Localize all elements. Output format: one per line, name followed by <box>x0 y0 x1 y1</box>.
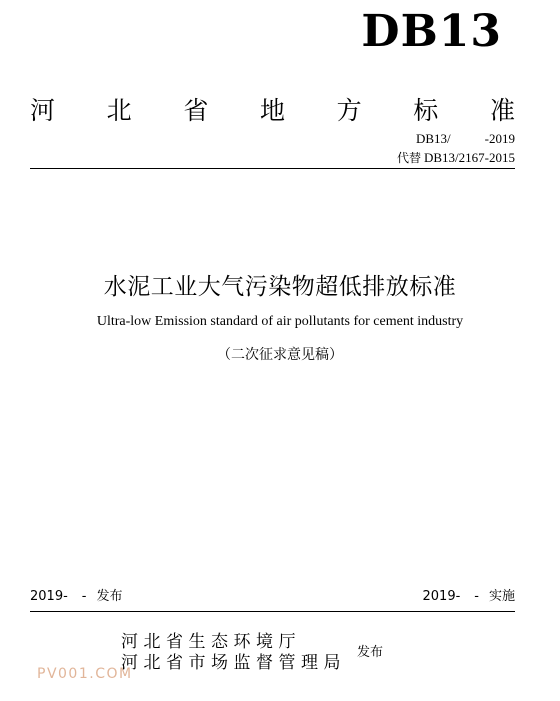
implement-year: 2019- <box>422 589 461 604</box>
title-char: 地 <box>259 96 285 125</box>
standard-number <box>416 132 515 145</box>
title-char: 准 <box>489 96 515 125</box>
issuer-verb: 发布 <box>357 645 384 660</box>
site-watermark: PV001.COM <box>37 666 133 682</box>
implement-date <box>423 590 516 603</box>
title-char: 省 <box>183 96 209 125</box>
province-standard-title <box>30 98 515 123</box>
standard-code-mark: DB13 <box>361 6 502 57</box>
footer-divider <box>30 611 515 612</box>
title-char: 河 <box>30 96 56 125</box>
document-title-cn: 水泥工业大气污染物超低排放标准 <box>103 274 457 300</box>
draft-note: （二次征求意见稿） <box>217 347 343 363</box>
document-title-en: Ultra-low Emission standard of air pollutants for cement industry <box>96 314 464 329</box>
publish-separator: - <box>81 589 87 604</box>
replaces-label: 代替 <box>396 151 421 165</box>
publish-date <box>30 590 123 603</box>
header-divider <box>30 168 515 169</box>
issuer-ecology-dept: 河北省生态环境厅 <box>121 632 301 652</box>
standard-number-suffix: -2019 <box>484 131 515 146</box>
issuer-market-bureau: 河北省市场监督管理局 <box>121 653 346 673</box>
publish-verb: 发布 <box>96 589 123 604</box>
title-char: 方 <box>336 96 362 125</box>
title-char: 北 <box>106 96 132 125</box>
implement-verb: 实施 <box>488 589 515 604</box>
publish-year: 2019- <box>30 589 68 604</box>
implement-separator: - <box>474 589 479 604</box>
replaces-number: DB13/2167-2015 <box>424 150 515 165</box>
standard-number-prefix: DB13/ <box>415 131 451 146</box>
replaces-standard <box>397 151 515 164</box>
title-char: 标 <box>413 96 439 125</box>
